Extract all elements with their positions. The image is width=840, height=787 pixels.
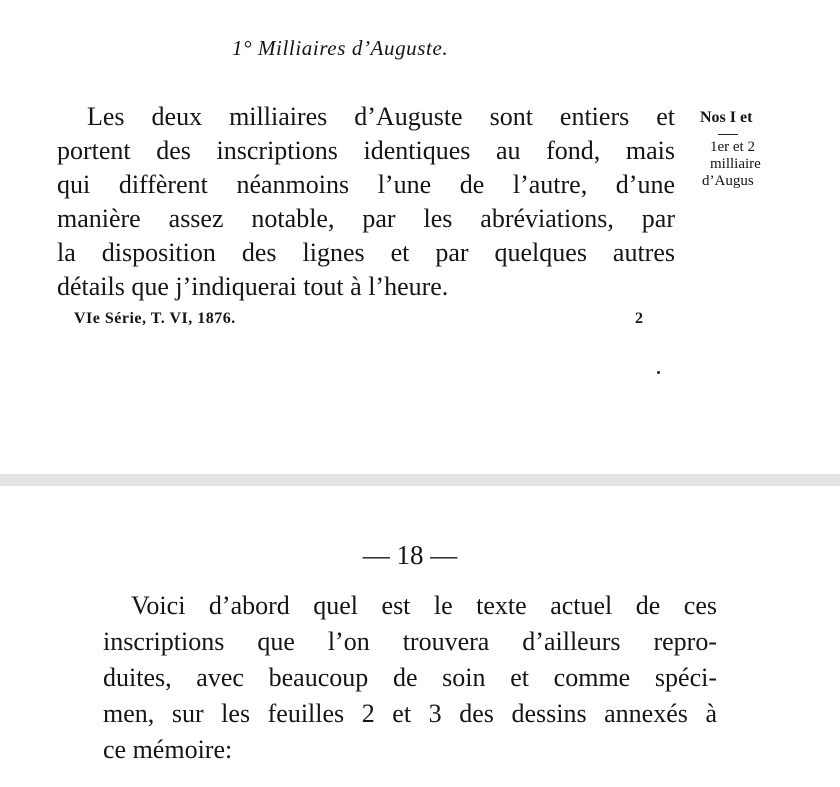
paragraph-line: ce mémoire: xyxy=(103,735,233,764)
paragraph-line: duites, avec beaucoup de soin et comme spéci- xyxy=(103,663,717,692)
margin-note-title: Nos I et xyxy=(700,109,753,126)
paragraph-line: men, sur les feuilles 2 et 3 des dessins annexés à xyxy=(103,699,717,728)
series-footer: VIe Série, T. VI, 1876. xyxy=(74,310,236,327)
margin-note-line: milliaire xyxy=(710,156,761,172)
margin-note xyxy=(700,108,761,190)
paragraph xyxy=(57,100,675,304)
paragraph-line: la disposition des lignes et par quelques autres xyxy=(57,238,675,267)
page-separator xyxy=(0,474,840,486)
paragraph-line: inscriptions que l’on trouvera d’ailleurs repro- xyxy=(103,627,717,656)
signature-mark: 2 xyxy=(635,310,643,327)
paragraph xyxy=(103,588,717,768)
paragraph-line: portent des inscriptions identiques au fond, mais xyxy=(57,136,675,165)
paragraph-line: détails que j’indiquerai tout à l’heure. xyxy=(57,272,449,301)
paragraph-line: manière assez notable, par les abréviations, par xyxy=(57,204,675,233)
paragraph-line: qui diffèrent néanmoins l’une de l’autre, d’une xyxy=(57,170,675,199)
paragraph-line: Voici d’abord quel est le texte actuel de ces xyxy=(131,591,717,620)
margin-note-line: 1er et 2 xyxy=(710,139,755,155)
paragraph-line: Les deux milliaires d’Auguste sont entiers et xyxy=(87,102,675,131)
page-bottom xyxy=(0,486,840,787)
page-number: — 18 — xyxy=(362,540,458,570)
section-heading: 1° Milliaires d’Auguste. xyxy=(232,36,449,60)
margin-note-rule xyxy=(718,134,738,135)
margin-note-line: d’Augus xyxy=(702,173,754,189)
ink-speck xyxy=(657,371,660,374)
